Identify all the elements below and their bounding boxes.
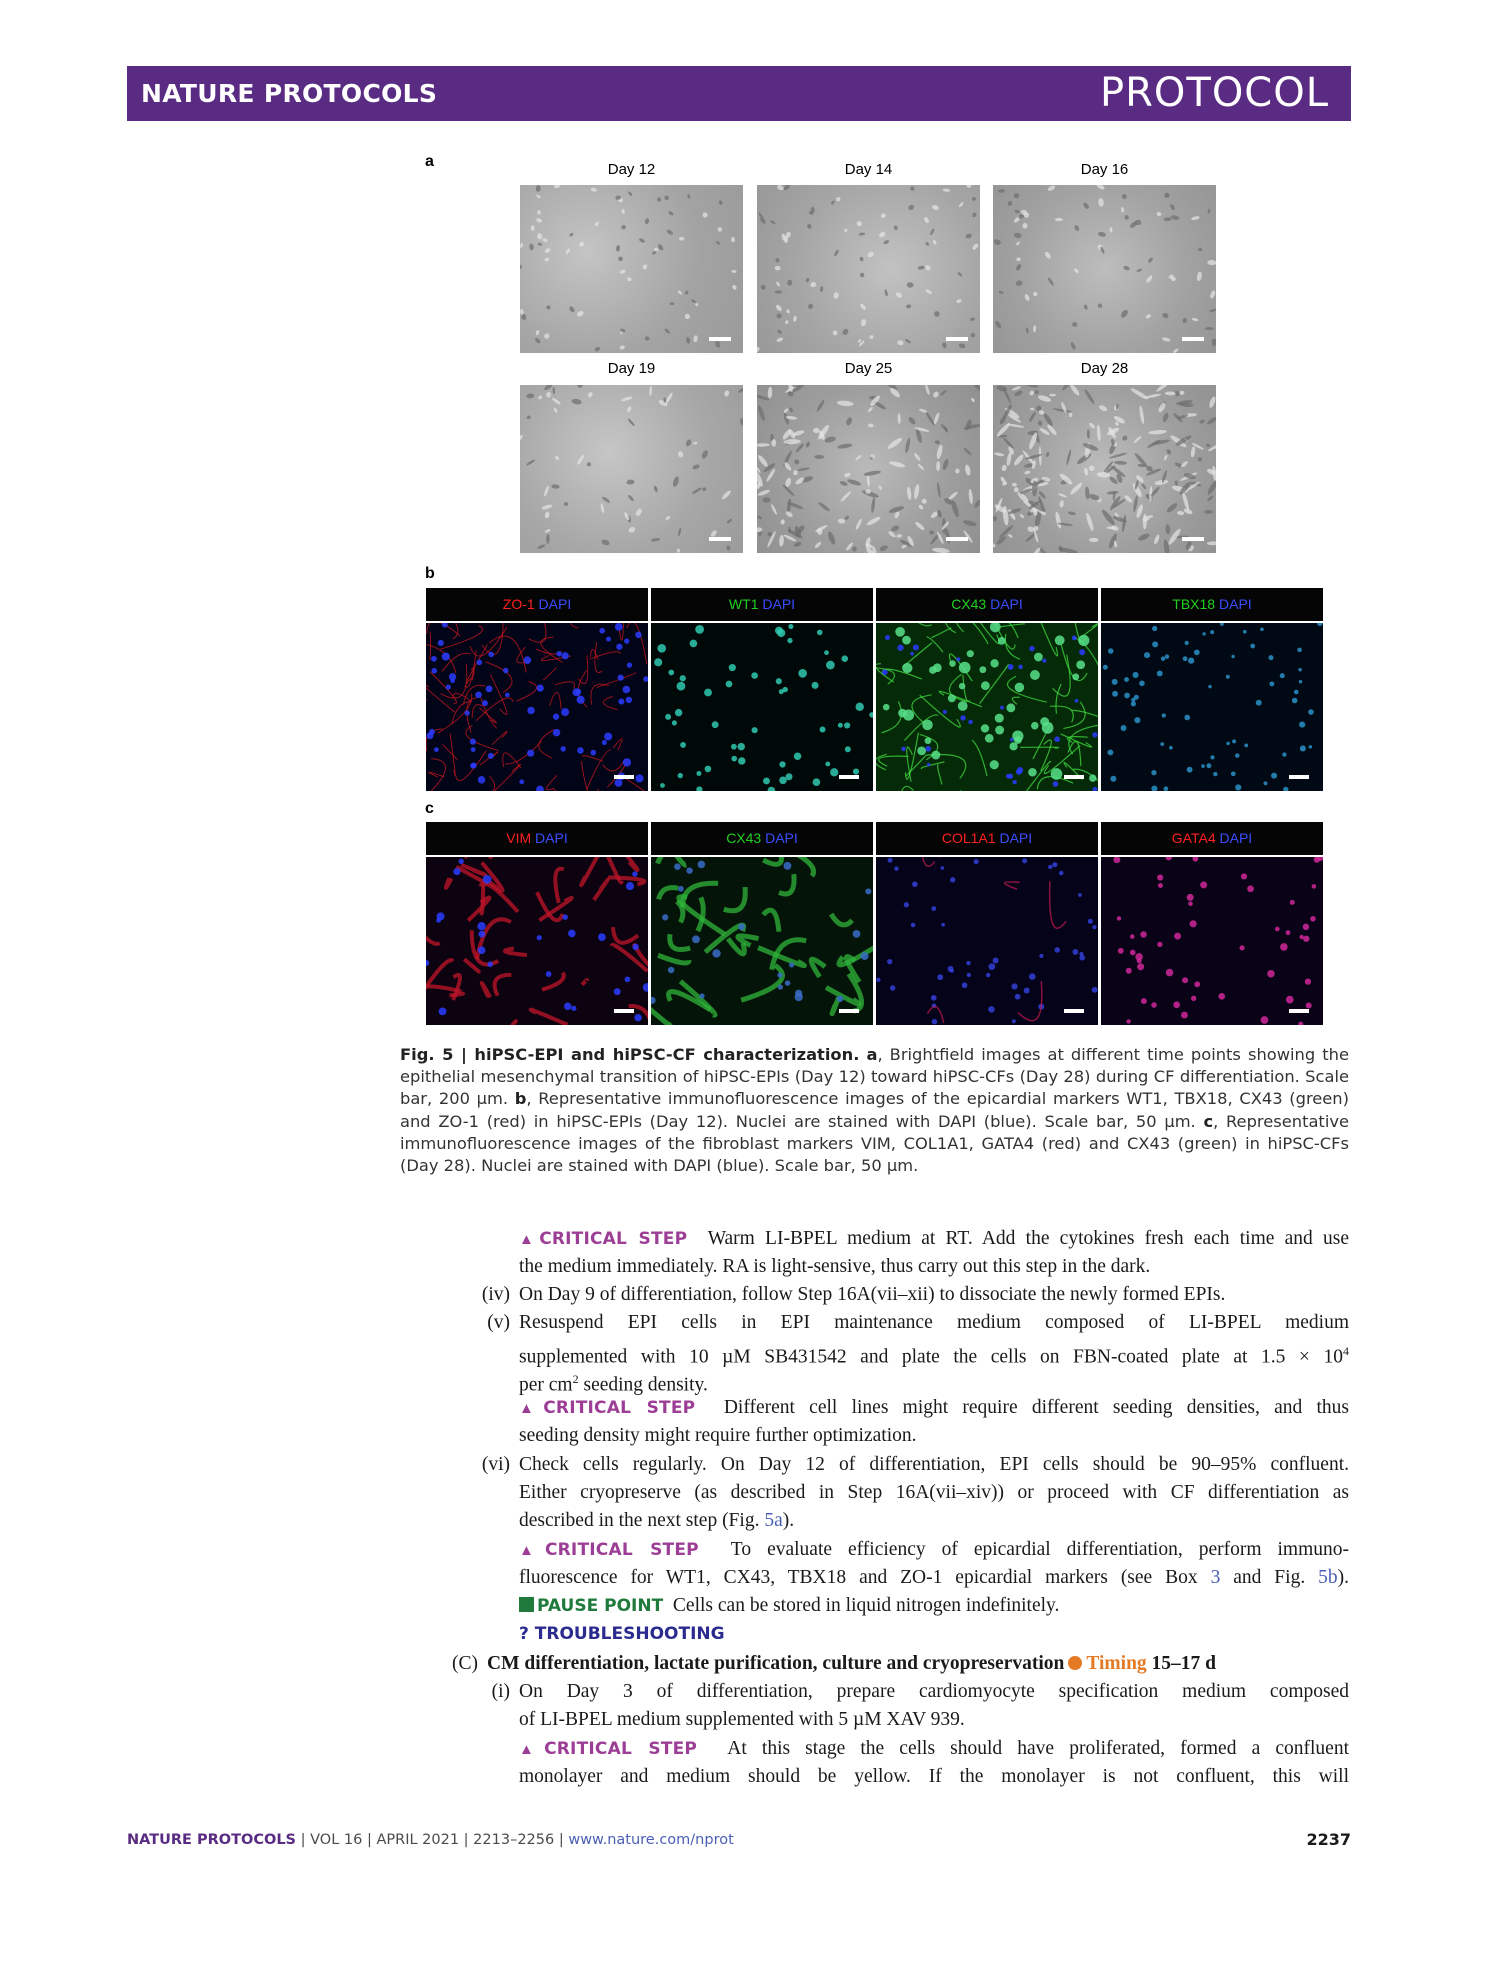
text-line: At this stage the cells should have proliferated, formed a confluent bbox=[727, 1738, 1349, 1759]
panel-a-label: a bbox=[425, 153, 434, 170]
pause-point bbox=[519, 1592, 1349, 1620]
if-image-vim bbox=[426, 857, 648, 1025]
scale-bar bbox=[1064, 775, 1084, 779]
brightfield-cells bbox=[520, 185, 743, 353]
text-line: seeding density might require further optimization. bbox=[519, 1425, 917, 1446]
text-line: the medium immediately. RA is light-sensive, thus carry out this step in the dark. bbox=[519, 1256, 1151, 1277]
footer-pages: 2213–2256 bbox=[473, 1832, 555, 1848]
if-header bbox=[876, 822, 1098, 855]
if-cells bbox=[1101, 623, 1323, 791]
if-header bbox=[1101, 588, 1323, 621]
day-label: Day 12 bbox=[607, 161, 656, 178]
if-image-col1a1 bbox=[876, 857, 1098, 1025]
brightfield-image-day25 bbox=[757, 385, 980, 553]
footer-volume: VOL 16 bbox=[310, 1832, 363, 1848]
day-label: Day 19 bbox=[607, 360, 656, 377]
brightfield-cells bbox=[993, 185, 1216, 353]
caption-title: Fig. 5 | hiPSC-EPI and hiPSC-CF characterization. bbox=[400, 1045, 860, 1064]
text-span: ). bbox=[1337, 1567, 1349, 1588]
if-image-wt1 bbox=[651, 623, 873, 791]
brightfield-image-day12 bbox=[520, 185, 743, 353]
figure-link[interactable]: 5b bbox=[1318, 1567, 1338, 1588]
if-cells bbox=[1101, 857, 1323, 1025]
scale-bar bbox=[1182, 537, 1204, 541]
marker-label: TBX18 bbox=[1172, 596, 1216, 612]
journal-header-bar bbox=[127, 66, 1351, 121]
if-header bbox=[876, 588, 1098, 621]
text-span: described in the next step (Fig. bbox=[519, 1510, 765, 1531]
dapi-label: DAPI bbox=[535, 830, 568, 846]
text-line: On Day 3 of differentiation, prepare cardiomyocyte specification medium composed bbox=[519, 1681, 1349, 1702]
troubleshooting bbox=[519, 1620, 1349, 1648]
timing-value: 15–17 d bbox=[1151, 1653, 1217, 1674]
brightfield-image-day14 bbox=[757, 185, 980, 353]
text-line: Resuspend EPI cells in EPI maintenance medium composed of LI-BPEL medium bbox=[519, 1312, 1349, 1333]
pause-square-icon bbox=[519, 1597, 534, 1612]
dapi-label: DAPI bbox=[990, 596, 1023, 612]
day-label: Day 25 bbox=[844, 360, 893, 377]
if-image-tbx18 bbox=[1101, 623, 1323, 791]
warning-triangle-icon: ▲ bbox=[519, 1742, 545, 1758]
if-cells bbox=[426, 857, 648, 1025]
if-image-cx43 bbox=[876, 623, 1098, 791]
brightfield-cells bbox=[520, 385, 743, 553]
day-label: Day 28 bbox=[1080, 360, 1129, 377]
brightfield-cells bbox=[993, 385, 1216, 553]
critical-step-label: CRITICAL STEP bbox=[543, 1398, 696, 1418]
brightfield-image-day19 bbox=[520, 385, 743, 553]
section-title: CM differentiation, lactate purification, culture and cryopreservation bbox=[487, 1653, 1065, 1674]
if-cells bbox=[651, 857, 873, 1025]
scale-bar bbox=[1289, 775, 1309, 779]
text-span: per cm bbox=[519, 1374, 573, 1396]
dapi-label: DAPI bbox=[1219, 596, 1252, 612]
scale-bar bbox=[1289, 1009, 1309, 1013]
footer-date: APRIL 2021 bbox=[376, 1832, 460, 1848]
dapi-label: DAPI bbox=[999, 830, 1033, 846]
brightfield-cells bbox=[757, 185, 980, 353]
panel-b-label: b bbox=[425, 565, 435, 582]
superscript: 2 bbox=[572, 1372, 579, 1386]
critical-step-label: CRITICAL STEP bbox=[539, 1229, 688, 1249]
article-type: PROTOCOL bbox=[1099, 70, 1329, 116]
dapi-label: DAPI bbox=[1219, 830, 1253, 846]
journal-name: NATURE PROTOCOLS bbox=[141, 79, 438, 108]
if-cells bbox=[876, 623, 1098, 791]
step-number: (i) bbox=[491, 1681, 510, 1702]
critical-step-label: CRITICAL STEP bbox=[544, 1739, 698, 1759]
section-c-heading bbox=[487, 1650, 1349, 1678]
dapi-label: DAPI bbox=[538, 596, 572, 612]
timing-label: Timing bbox=[1086, 1653, 1147, 1674]
figure-link[interactable]: 5a bbox=[764, 1510, 783, 1531]
scale-bar bbox=[1064, 1009, 1084, 1013]
if-header bbox=[651, 588, 873, 621]
scale-bar bbox=[614, 775, 634, 779]
marker-label: VIM bbox=[506, 830, 532, 846]
if-header bbox=[651, 822, 873, 855]
dapi-label: DAPI bbox=[762, 596, 796, 612]
text-line: Different cell lines might require different seeding densities, and thus bbox=[723, 1397, 1349, 1418]
if-image-zo1 bbox=[426, 623, 648, 791]
warning-triangle-icon: ▲ bbox=[519, 1232, 540, 1248]
marker-label: WT1 bbox=[728, 596, 759, 612]
brightfield-cells bbox=[757, 385, 980, 553]
step-number: (iv) bbox=[481, 1284, 510, 1305]
superscript: 4 bbox=[1343, 1344, 1349, 1358]
critical-step-4 bbox=[519, 1735, 1349, 1764]
marker-label: GATA4 bbox=[1171, 830, 1216, 846]
scale-bar bbox=[709, 537, 731, 541]
warning-triangle-icon: ▲ bbox=[519, 1543, 545, 1559]
scale-bar bbox=[614, 1009, 634, 1013]
caption-label-b: b bbox=[514, 1089, 527, 1109]
text-span: ). bbox=[782, 1510, 795, 1531]
warning-triangle-icon: ▲ bbox=[519, 1401, 544, 1417]
pause-point-label: PAUSE POINT bbox=[537, 1596, 664, 1616]
text-line: of LI-BPEL medium supplemented with 5 µM XAV 939. bbox=[519, 1709, 965, 1730]
marker-label: CX43 bbox=[726, 830, 762, 846]
critical-step-1 bbox=[519, 1225, 1349, 1254]
if-cells bbox=[876, 857, 1098, 1025]
troubleshooting-label[interactable]: ? TROUBLESHOOTING bbox=[519, 1624, 725, 1644]
text-span: seeding density. bbox=[578, 1374, 708, 1396]
box-link[interactable]: 3 bbox=[1210, 1567, 1221, 1588]
caption-label-c: c bbox=[1203, 1111, 1214, 1131]
panel-c-label: c bbox=[425, 800, 434, 817]
text-line bbox=[519, 1564, 1349, 1592]
if-image-gata4 bbox=[1101, 857, 1323, 1025]
marker-label: COL1A1 bbox=[941, 830, 996, 846]
if-header bbox=[426, 588, 648, 621]
text-line: Either cryopreserve (as described in Step 16A(vii–xiv)) or proceed with CF differentiation as bbox=[519, 1482, 1349, 1503]
brightfield-image-day16 bbox=[993, 185, 1216, 353]
scale-bar bbox=[709, 337, 731, 341]
text-line: monolayer and medium should be yellow. If the monolayer is not confluent, this will bbox=[519, 1766, 1349, 1787]
scale-bar bbox=[1182, 337, 1204, 341]
step-number: (vi) bbox=[481, 1454, 510, 1475]
footer-url-link[interactable]: www.nature.com/nprot bbox=[568, 1832, 734, 1848]
day-label: Day 14 bbox=[844, 161, 893, 178]
critical-step-3 bbox=[519, 1536, 1349, 1565]
text-line: Warm LI-BPEL medium at RT. Add the cytokines fresh each time and use bbox=[707, 1228, 1349, 1249]
critical-step-2 bbox=[519, 1394, 1349, 1423]
scale-bar bbox=[839, 775, 859, 779]
dapi-label: DAPI bbox=[765, 830, 798, 846]
text-span: Cells can be stored in liquid nitrogen indefinitely. bbox=[672, 1595, 1060, 1616]
marker-label: ZO-1 bbox=[502, 596, 535, 612]
scale-bar bbox=[946, 337, 968, 341]
text-line: To evaluate efficiency of epicardial differentiation, perform immuno- bbox=[730, 1539, 1349, 1560]
caption-text-a: , Brightfield images at different time points showing the epithelial mesenchymal transition of hiPSC-EPIs (Day 12) toward hiPSC-CFs (Day 28) during CF differentiation. Scale bar, 200 µm. bbox=[400, 1045, 1349, 1109]
scale-bar bbox=[946, 537, 968, 541]
brightfield-image-day28 bbox=[993, 385, 1216, 553]
if-header bbox=[426, 822, 648, 855]
figure-caption bbox=[400, 1044, 1349, 1177]
day-label: Day 16 bbox=[1080, 161, 1129, 178]
text-line: Check cells regularly. On Day 12 of differentiation, EPI cells should be 90–95% confluent. bbox=[519, 1454, 1349, 1475]
if-image-cx43-cf bbox=[651, 857, 873, 1025]
if-header bbox=[1101, 822, 1323, 855]
if-cells bbox=[426, 623, 648, 791]
caption-text-c: , Representative immunofluorescence images of the fibroblast markers VIM, COL1A1, GATA4 (red) and CX43 (green) in hiPSC-CFs (Day 28). Nuclei are stained with DAPI (blue). Scale bar, 50 µm. bbox=[400, 1111, 1349, 1176]
critical-step-label: CRITICAL STEP bbox=[544, 1540, 699, 1560]
footer-journal: NATURE PROTOCOLS bbox=[127, 1832, 297, 1848]
text-line bbox=[519, 1507, 1349, 1535]
step-number: (v) bbox=[487, 1312, 510, 1333]
caption-label-a: a bbox=[866, 1045, 878, 1064]
section-number: (C) bbox=[452, 1653, 478, 1674]
text-span: and Fig. bbox=[1220, 1567, 1319, 1588]
timing-clock-icon bbox=[1068, 1656, 1082, 1670]
marker-label: CX43 bbox=[951, 596, 987, 612]
page-number: 2237 bbox=[1306, 1830, 1351, 1849]
caption-text-b: , Representative immunofluorescence images of the epicardial markers WT1, TBX18, CX43 (green) and ZO-1 (red) in hiPSC-EPIs (Day 12). Nuclei are stained with DAPI (blue). Scale bar, 50 µm. bbox=[400, 1089, 1349, 1131]
text-span: fluorescence for WT1, CX43, TBX18 and ZO-1 epicardial markers (see Box bbox=[519, 1567, 1211, 1588]
if-cells bbox=[651, 623, 873, 791]
text-span: supplemented with 10 µM SB431542 and plate the cells on FBN-coated plate at 1.5 × 10 bbox=[519, 1346, 1343, 1368]
page-footer: NATURE PROTOCOLS | VOL 16 | APRIL 2021 | 2213–2256 | www.nature.com/nprot bbox=[127, 1832, 734, 1848]
step-iv-text: On Day 9 of differentiation, follow Step 16A(vii–xii) to dissociate the newly formed EPIs. bbox=[519, 1284, 1226, 1305]
scale-bar bbox=[839, 1009, 859, 1013]
